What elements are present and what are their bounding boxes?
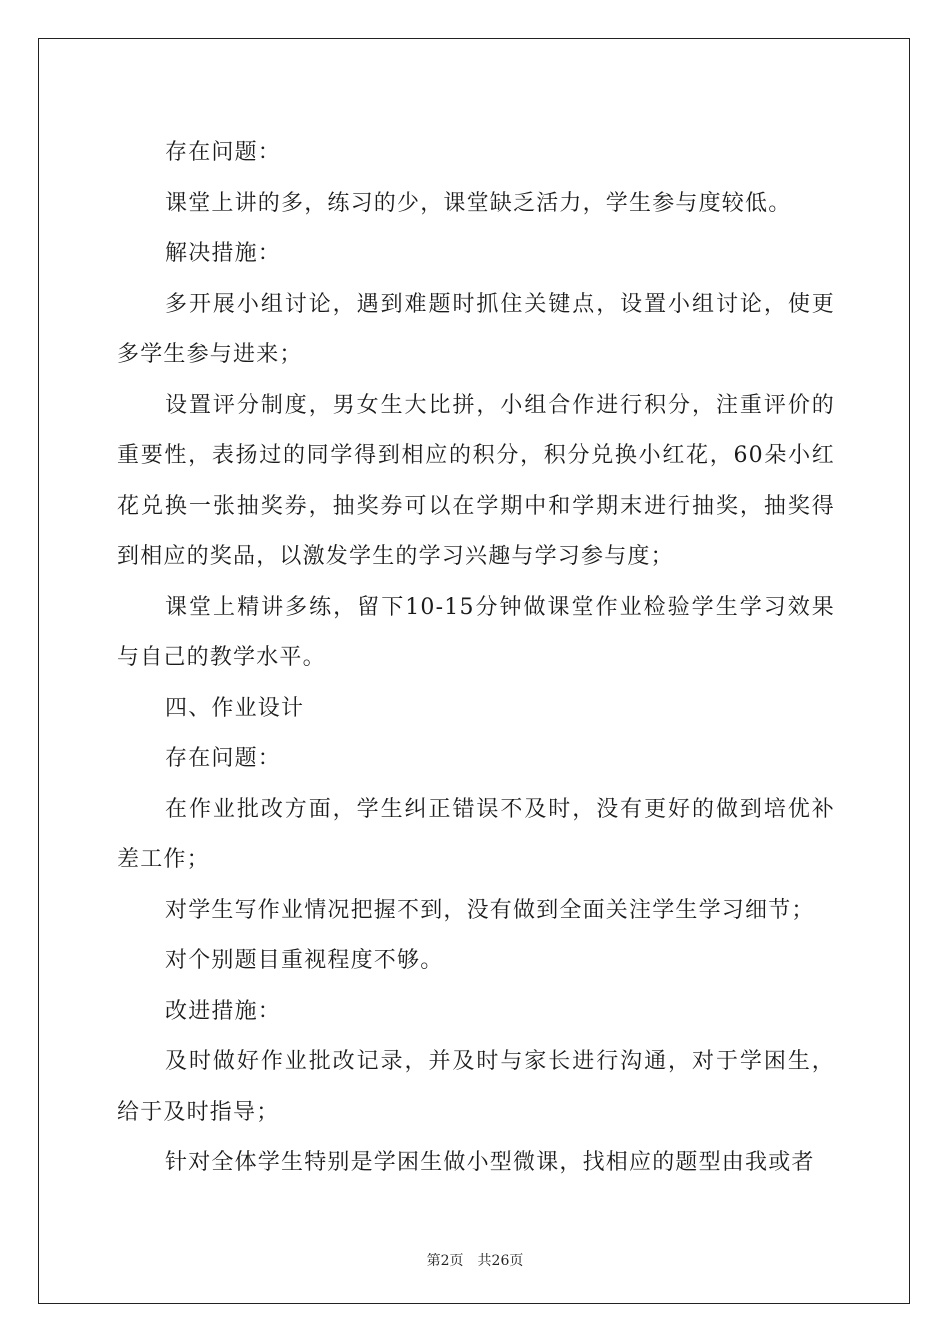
paragraph: 针对全体学生特别是学困生做小型微课，找相应的题型由我或者 (165, 1150, 815, 1175)
paragraph: 及时做好作业批改记录，并及时与家长进行沟通，对于学困生，给于及时指导； (117, 1049, 835, 1125)
paragraph: 多开展小组讨论，遇到难题时抓住关键点，设置小组讨论，使更多学生参与进来； (117, 291, 835, 367)
paragraph: 对学生写作业情况把握不到，没有做到全面关注学生学习细节； (165, 897, 815, 923)
page-footer (0, 1250, 950, 1270)
paragraph: 改进措施： (165, 998, 282, 1024)
paragraph: 存在问题： (165, 746, 282, 771)
paragraph: 设置评分制度，男女生大比拼，小组合作进行积分，注重评价的重要性，表扬过的同学得到相应的积分，积分兑换小红花，60朵小红花兑换一张抽奖券，抽奖券可以在学期中和学期末进行抽奖，抽奖得到相应的奖品，以激发学生的学习兴趣与学习参与度； (117, 392, 835, 569)
page-total: 共26页 (477, 1253, 524, 1269)
paragraph: 在作业批改方面，学生纠正错误不及时，没有更好的做到培优补差工作； (117, 796, 835, 872)
paragraph: 解决措施： (165, 241, 282, 266)
paragraph: 课堂上精讲多练，留下10-15分钟做课堂作业检验学生学习效果与自己的教学水平。 (117, 594, 835, 670)
paragraph: 课堂上讲的多，练习的少，课堂缺乏活力，学生参与度较低。 (165, 190, 792, 216)
section-heading: 四、作业设计 (165, 695, 305, 721)
document-body (117, 128, 835, 1189)
paragraph: 对个别题目重视程度不够。 (165, 948, 444, 973)
paragraph: 存在问题： (165, 140, 282, 165)
page-number: 第2页 (426, 1253, 464, 1269)
